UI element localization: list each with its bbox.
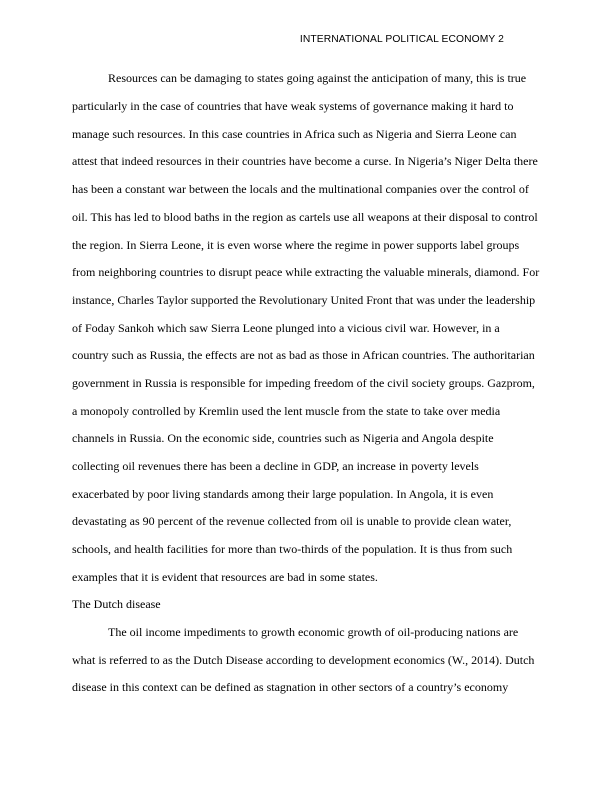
- paragraph-line: disease in this context can be defined as stagnation in other sectors of a country’s economy: [72, 680, 509, 694]
- paragraph-line: the region. In Sierra Leone, it is even worse where the regime in power supports label groups: [72, 238, 520, 252]
- paragraph-line: of Foday Sankoh which saw Sierra Leone plunged into a vicious civil war. However, in a: [72, 321, 500, 335]
- paragraph-line: Resources can be damaging to states going against the anticipation of many, this is true: [108, 71, 527, 85]
- paragraph-line: government in Russia is responsible for impeding freedom of the civil society groups. Gazprom,: [72, 376, 535, 390]
- paragraph-line: schools, and health facilities for more than two-thirds of the population. It is thus from such: [72, 542, 513, 556]
- paragraph-line: what is referred to as the Dutch Disease according to development economics (W., 2014). Dutch: [72, 653, 535, 667]
- paragraph-line: attest that indeed resources in their countries have become a curse. In Nigeria’s Niger Delta there: [72, 154, 538, 168]
- paragraph-line: exacerbated by poor living standards among their large population. In Angola, it is even: [72, 487, 494, 501]
- paragraph-line: a monopoly controlled by Kremlin used the lent muscle from the state to take over media: [72, 404, 501, 418]
- paragraph-line: devastating as 90 percent of the revenue collected from oil is unable to provide clean water,: [72, 514, 512, 528]
- paragraph-line: instance, Charles Taylor supported the Revolutionary United Front that was under the leadership: [72, 293, 536, 307]
- paragraph-line: oil. This has led to blood baths in the region as cartels use all weapons at their disposal to control: [72, 210, 538, 224]
- paragraph-line: channels in Russia. On the economic side, countries such as Nigeria and Angola despite: [72, 431, 494, 445]
- running-head: INTERNATIONAL POLITICAL ECONOMY 2: [299, 34, 504, 45]
- paragraph-line: particularly in the case of countries that have weak systems of governance making it hard to: [72, 99, 514, 113]
- paragraph-line: examples that it is evident that resources are bad in some states.: [72, 570, 378, 584]
- paragraph-line: collecting oil revenues there has been a decline in GDP, an increase in poverty levels: [72, 459, 479, 473]
- paragraph-line: has been a constant war between the locals and the multinational companies over the control of: [72, 182, 529, 196]
- section-heading-dutch-disease: The Dutch disease: [72, 597, 161, 611]
- paragraph-line: The oil income impediments to growth economic growth of oil-producing nations are: [108, 625, 519, 639]
- paragraph-line: country such as Russia, the effects are not as bad as those in African countries. The authoritarian: [72, 348, 535, 362]
- paragraph-line: from neighboring countries to disrupt peace while extracting the valuable minerals, diamond. For: [72, 265, 540, 279]
- paragraph-line: manage such resources. In this case countries in Africa such as Nigeria and Sierra Leone can: [72, 127, 517, 141]
